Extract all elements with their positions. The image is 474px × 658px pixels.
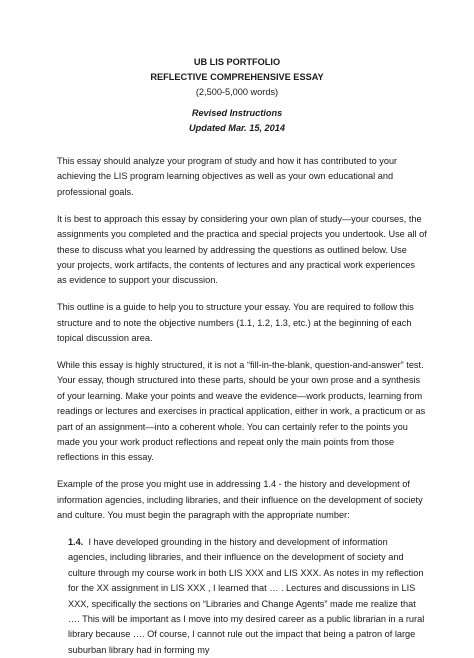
document-header <box>0 55 474 136</box>
example-text: I have developed grounding in the history and development of information agencies, including libraries, and their influence on the development of society and culture through my course work in both LIS XXX and LIS XXX. As notes in my reflection for the XX assignment in LIS XXX , I learned that … . Lectures and discussions in LIS XXX, specifically the sections on “Libraries and Change Agents” made me realize that …. This will be important as I move into my desired career as a public librarian in a rural library because …. Of course, I cannot rule out the impact that being a patron of large suburban library had in forming my <box>68 537 425 655</box>
revised-instructions-label: Revised Instructions <box>191 108 283 118</box>
paragraph-approach: It is best to approach this essay by considering your own plan of study—your courses, the assignments you completed and the practica and special projects you undertook. Use all of these to discuss what you learned by addressing the questions as outlined below. Use your projects, work artifacts, the contents of lectures and any practical work experiences as evidence to support your discussion. <box>57 213 427 286</box>
essay-title: REFLECTIVE COMPREHENSIVE ESSAY <box>150 72 324 82</box>
portfolio-title: UB LIS PORTFOLIO <box>193 57 281 67</box>
document-body <box>57 154 427 658</box>
paragraph-example <box>57 535 427 658</box>
paragraph-structure: While this essay is highly structured, it is not a “fill-in-the-blank, question-and-answer” test. Your essay, though structured into these parts, should be your own prose and a synthesis of your learning. Make your points and weave the evidence—work products, learning from readings or lectures and exercises in practical application, either in work, a practicum or as part of an assignment—into a coherent whole. You can certainly refer to the points you made you your work product reflections and repeat only the main points from those reflections in this essay. <box>57 359 426 463</box>
paragraph-outline: This outline is a guide to help you to structure your essay. You are required to follow this structure and to note the objective numbers (1.1, 1.2, 1.3, etc.) at the beginning of each topical discussion area. <box>57 302 414 344</box>
word-count-note: (2,500-5,000 words) <box>195 87 279 97</box>
paragraph-intro: This essay should analyze your program of study and how it has contributed to your achieving the LIS program learning objectives as well as your own educational and professional goals. <box>57 156 398 197</box>
updated-date: Updated Mar. 15, 2014 <box>188 123 285 133</box>
objective-number: 1.4. <box>68 537 84 548</box>
paragraph-example-intro: Example of the prose you might use in addressing 1.4 - the history and development of information agencies, including libraries, and their influence on the development of society and culture. You must begin the paragraph with the appropriate number: <box>57 479 423 521</box>
